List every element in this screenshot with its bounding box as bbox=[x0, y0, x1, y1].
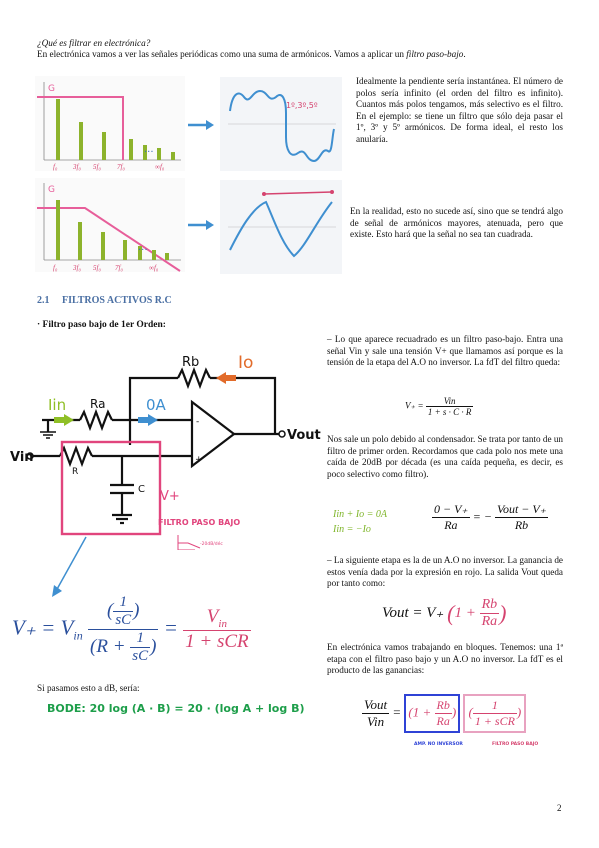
pointer-arrow-icon bbox=[50, 535, 90, 600]
big-formula: $V_+ = V_{in}$ ( $\frac{1}{sC}$ ) (R + $\frac{1}{sC}$ ) = $\frac{V_{in}}{\text{1 + sCR}}$ bbox=[12, 594, 249, 664]
kcl-formula: $\frac{0 - V_+}{Ra}$ = − $\frac{\text{Vout − V₊}}{Rb}$ bbox=[434, 502, 547, 532]
db-text: Si pasamos esto a dB, sería: bbox=[37, 683, 140, 693]
paragraph-filter: – Lo que aparece recuadrado es un filtro paso-bajo. Entra una señal Vin y sale una tensión V+ que llamamos así porque es la tensión de la etapa del A.O no inversor. La fdT del filtro queda: bbox=[327, 334, 563, 368]
label-c: C bbox=[138, 484, 145, 495]
bode-formula: BODE: 20 log (A · B) = 20 · (log A + log B) bbox=[47, 702, 305, 715]
label-filtro-paso-bajo: FILTRO PASO BAJO bbox=[492, 742, 539, 747]
subsection-heading: · Filtro paso bajo de 1er Orden: bbox=[37, 320, 166, 330]
real-spectrum-figure bbox=[35, 178, 185, 272]
svg-text:G: G bbox=[48, 185, 55, 195]
arrow-icon bbox=[188, 219, 214, 231]
final-formula: $\frac{\text{Vout}}{\text{Vin}}$ = (1 + $\frac{Rb}{Ra}$ ) ( $\frac{1}{\text{1 + sCR}}$ ) bbox=[362, 694, 526, 733]
label-vplus: V+ bbox=[160, 489, 180, 504]
page-number: 2 bbox=[557, 803, 562, 813]
svg-text:...: ... bbox=[138, 242, 148, 253]
ideal-waveform-figure bbox=[220, 77, 342, 171]
svg-text:f₀: f₀ bbox=[53, 163, 58, 171]
label-vin: Vin bbox=[10, 450, 34, 465]
svg-text:-20dB/déc: -20dB/déc bbox=[200, 542, 223, 547]
label-ra: Ra bbox=[90, 397, 106, 411]
ideal-spectrum-figure bbox=[35, 76, 185, 171]
paragraph-pole: Nos sale un polo debido al condensador. Se trata por tanto de un filtro de primer orden. Recordamos que cada polo nos mete una caída de 20dB por década (es una caída pequeña, es decir, es poco selectivo como filtro). bbox=[327, 434, 564, 479]
kcl-green-2: Iin = −Io bbox=[333, 524, 371, 535]
svg-text:+: + bbox=[195, 455, 203, 465]
paragraph-real: En la realidad, esto no sucede así, sino que se tendrá algo de señal de armónicos mayores, atenuada, pero que existe. Esto hará que la señal no sea tan cuadrada. bbox=[350, 206, 563, 240]
real-waveform-figure bbox=[220, 180, 342, 274]
vplus-formula: V₊ = $\frac{\text{Vin}}{1 + s \cdot C \cdot R}$ bbox=[405, 396, 472, 417]
svg-text:7f₀: 7f₀ bbox=[115, 264, 123, 272]
g-label: G bbox=[48, 84, 55, 94]
label-rb: Rb bbox=[182, 355, 200, 370]
svg-text:3f₀: 3f₀ bbox=[73, 163, 81, 171]
intro-question: ¿Qué es filtrar en electrónica? bbox=[37, 38, 151, 48]
svg-text:∞f₀: ∞f₀ bbox=[149, 264, 159, 272]
label-iin: Iin bbox=[48, 396, 67, 414]
svg-text:7f₀: 7f₀ bbox=[117, 163, 125, 171]
circuit-diagram bbox=[10, 340, 325, 550]
intro-sentence: En electrónica vamos a ver las señales periódicas como una suma de armónicos. Vamos a aplicar un filtro paso-bajo. bbox=[37, 49, 466, 59]
label-amp-no-inversor: AMP. NO INVERSOR bbox=[414, 742, 463, 747]
paragraph-blocks: En electrónica vamos trabajando en bloques. Tenemos: una 1ª etapa con el filtro paso bajo y un A.O no inversor. La fdT es el producto de las ganancias: bbox=[327, 642, 563, 676]
svg-text:3f₀: 3f₀ bbox=[73, 264, 81, 272]
svg-text:5f₀: 5f₀ bbox=[93, 264, 101, 272]
amp-gain-box: (1 + $\frac{Rb}{Ra}$ ) bbox=[404, 694, 460, 733]
section-heading: 2.1 FILTROS ACTIVOS R.C bbox=[37, 295, 172, 306]
harmonics-label: 1º,3º,5º bbox=[286, 101, 318, 110]
filter-note: FILTRO PASO BAJO bbox=[158, 518, 241, 527]
svg-text:-: - bbox=[196, 417, 200, 427]
svg-text:...: ... bbox=[144, 144, 154, 155]
svg-text:∞f₀: ∞f₀ bbox=[155, 163, 165, 171]
paragraph-ideal: Idealmente la pendiente sería instantánea. El número de polos sería infinito (el orden del filtro es infinito). Cuantos más polos tengamos, más selectivo es el filtro. En el ejemplo: se tiene un filtro que sólo deja pasar el 1º, 3º y 5º armónicos. De forma ideal, el resto los anularía. bbox=[356, 76, 563, 144]
filter-gain-box: ( $\frac{1}{\text{1 + sCR}}$ ) bbox=[463, 694, 526, 733]
label-r: R bbox=[72, 467, 79, 477]
label-vout: Vout bbox=[287, 428, 321, 443]
svg-text:f₀: f₀ bbox=[53, 264, 58, 272]
kcl-green-1: Iin + Io = 0A bbox=[333, 509, 388, 520]
paragraph-noninverting: – La siguiente etapa es la de un A.O no inversor. La ganancia de estos venía dada por la expresión en rojo. La salida Vout queda por tanto como: bbox=[327, 555, 563, 589]
svg-text:5f₀: 5f₀ bbox=[93, 163, 101, 171]
vout-formula: Vout = V₊ (1 + $\frac{Rb}{Ra}$ ) bbox=[382, 597, 507, 629]
label-0a: 0A bbox=[146, 396, 166, 414]
label-io: Io bbox=[238, 353, 254, 373]
arrow-icon bbox=[188, 119, 214, 131]
